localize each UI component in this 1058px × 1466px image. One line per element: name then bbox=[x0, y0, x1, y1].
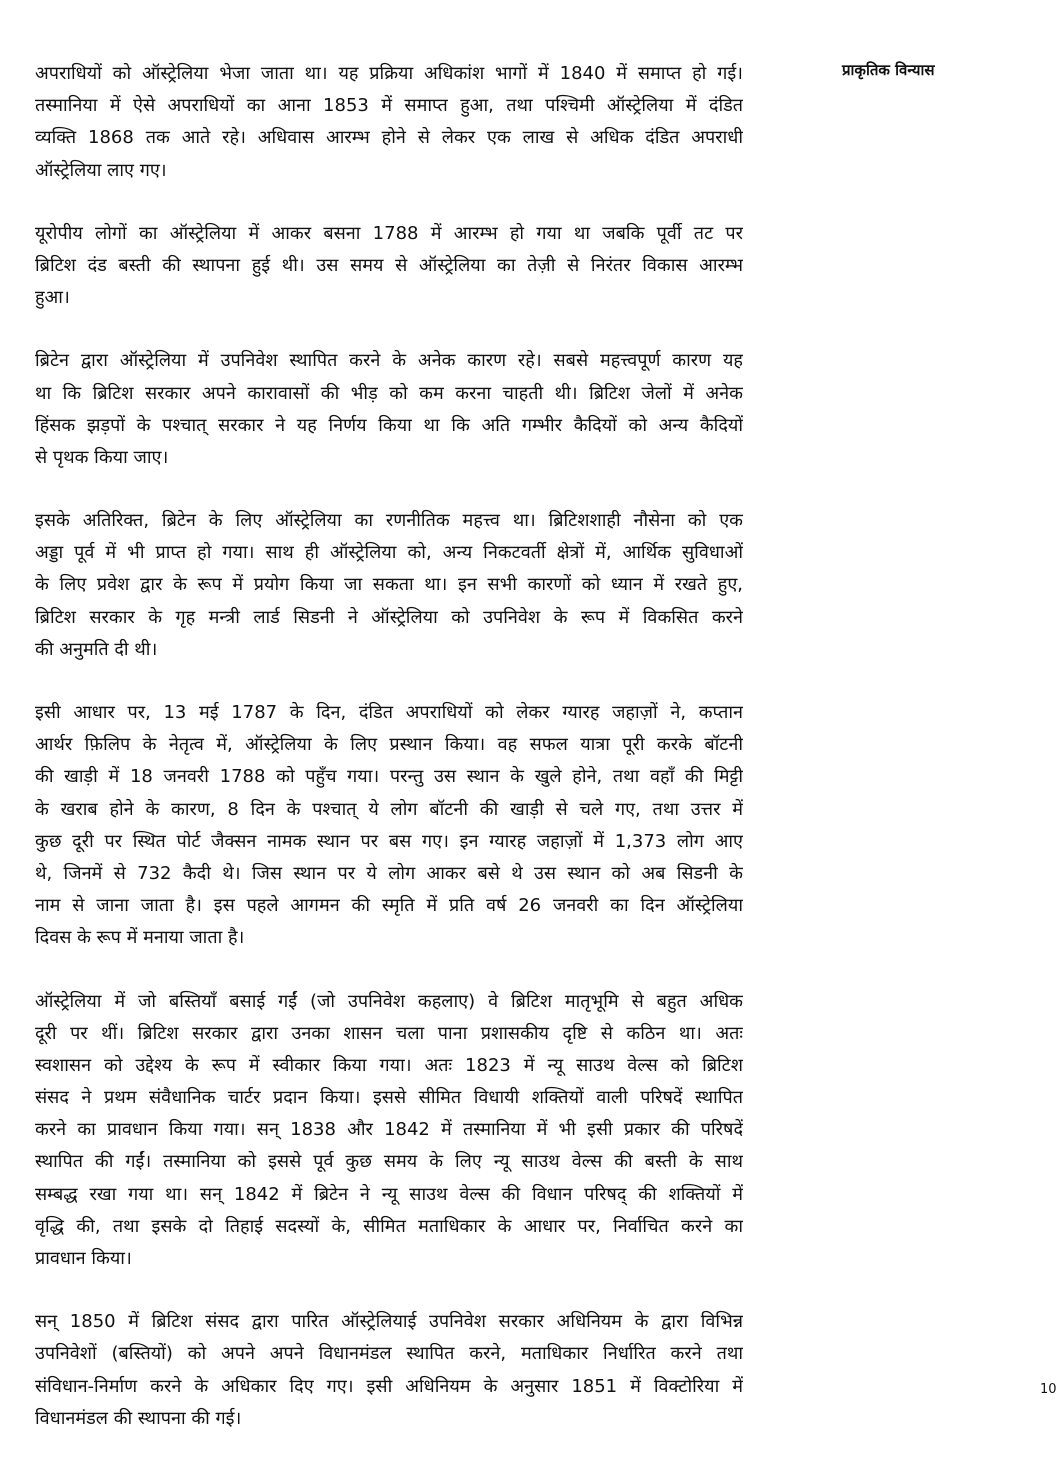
text-line: स्थापित की गईं। तस्मानिया को इससे पूर्व कुछ समय के लिए न्यू साउथ वेल्स की बस्ती के साथ bbox=[35, 1151, 743, 1173]
text-line: के खराब होने के कारण, 8 दिन के पश्चात् ये लोग बॉटनी की खाड़ी से चले गए, तथा उत्तर में bbox=[35, 798, 743, 820]
text-line: हुआ। bbox=[35, 287, 70, 309]
text-line: तस्मानिया में ऐसे अपराधियों का आना 1853 में समाप्त हुआ, तथा पश्चिमी ऑस्ट्रेलिया में दंडित bbox=[35, 95, 743, 117]
text-line: ब्रिटेन द्वारा ऑस्ट्रेलिया में उपनिवेश स्थापित करने के अनेक कारण रहे। सबसे महत्त्वपूर्ण कारण यह bbox=[35, 350, 743, 372]
text-line: यूरोपीय लोगों का ऑस्ट्रेलिया में आकर बसना 1788 में आरम्भ हो गया था जबकि पूर्वी तट पर bbox=[35, 222, 743, 244]
text-line: वृद्धि की, तथा इसके दो तिहाई सदस्यों के, सीमित मताधिकार के आधार पर, निर्वाचित करने का bbox=[35, 1215, 743, 1237]
paragraph bbox=[35, 986, 743, 1276]
text-line: के लिए प्रवेश द्वार के रूप में प्रयोग किया जा सकता था। इन सभी कारणों को ध्यान में रखते हुए, bbox=[35, 574, 743, 596]
text-line: ऑस्ट्रेलिया में जो बस्तियाँ बसाई गईं (जो उपनिवेश कहलाए) वे ब्रिटिश मातृभूमि से बहुत अधिक bbox=[35, 990, 743, 1012]
text-line: सम्बद्ध रखा गया था। सन् 1842 में ब्रिटेन ने न्यू साउथ वेल्स की विधान परिषद् की शक्तियों में bbox=[35, 1183, 743, 1205]
text-line: हिंसक झड़पों के पश्चात् सरकार ने यह निर्णय किया था कि अति गम्भीर कैदियों को अन्य कैदियों bbox=[35, 414, 743, 436]
paragraph bbox=[35, 1306, 743, 1435]
text-line: संसद ने प्रथम संवैधानिक चार्टर प्रदान किया। इससे सीमित विधायी शक्तियों वाली परिषदें स्थापित bbox=[35, 1087, 743, 1109]
paragraph bbox=[35, 218, 743, 315]
paragraph bbox=[35, 58, 743, 187]
text-line: ब्रिटिश सरकार के गृह मन्त्री लार्ड सिडनी ने ऑस्ट्रेलिया को उपनिवेश के रूप में विकसित करने bbox=[35, 606, 743, 628]
paragraph bbox=[35, 345, 743, 474]
paragraph bbox=[35, 505, 743, 666]
text-line: विधानमंडल की स्थापना की गई। bbox=[35, 1407, 242, 1429]
text-line: कुछ दूरी पर स्थित पोर्ट जैक्सन नामक स्थान पर बस गए। इन ग्यारह जहाज़ों में 1,373 लोग आए bbox=[35, 830, 743, 852]
text-line: उपनिवेशों (बस्तियों) को अपने अपने विधानमंडल स्थापित करने, मताधिकार निर्धारित करने तथा bbox=[35, 1343, 743, 1365]
text-line: इसी आधार पर, 13 मई 1787 के दिन, दंडित अपराधियों को लेकर ग्यारह जहाज़ों ने, कप्तान bbox=[35, 702, 743, 723]
paragraph bbox=[35, 697, 743, 955]
text-line: सन् 1850 में ब्रिटिश संसद द्वारा पारित ऑस्ट्रेलियाई उपनिवेश सरकार अधिनियम के द्वारा विभिन्न bbox=[35, 1311, 743, 1333]
text-line: की खाड़ी में 18 जनवरी 1788 को पहुँच गया। परन्तु उस स्थान के खुले होने, तथा वहाँ की मिट्टी bbox=[35, 766, 743, 788]
text-line: स्वशासन को उद्देश्य के रूप में स्वीकार किया गया। अतः 1823 में न्यू साउथ वेल्स को ब्रिटिश bbox=[35, 1054, 743, 1076]
text-line: व्यक्ति 1868 तक आते रहे। अधिवास आरम्भ होने से लेकर एक लाख से अधिक दंडित अपराधी bbox=[35, 127, 743, 149]
running-header: प्राकृतिक विन्यास bbox=[842, 61, 935, 79]
text-line: की अनुमति दी थी। bbox=[35, 638, 158, 660]
text-line: नाम से जाना जाता है। इस पहले आगमन की स्मृति में प्रति वर्ष 26 जनवरी का दिन ऑस्ट्रेलिया bbox=[35, 895, 743, 917]
text-line: अड्डा पूर्व में भी प्राप्त हो गया। साथ ही ऑस्ट्रेलिया को, अन्य निकटवर्ती क्षेत्रों में, आर्थिक सुविधाओं bbox=[35, 542, 743, 564]
text-line: आर्थर फ़िलिप के नेतृत्व में, ऑस्ट्रेलिया के लिए प्रस्थान किया। वह सफल यात्रा पूरी करके बॉटनी bbox=[35, 734, 743, 756]
text-line: ऑस्ट्रेलिया लाए गए। bbox=[35, 159, 167, 181]
text-line: करने का प्रावधान किया गया। सन् 1838 और 1842 में तस्मानिया में भी इसी प्रकार की परिषदें bbox=[35, 1119, 743, 1141]
text-line: अपराधियों को ऑस्ट्रेलिया भेजा जाता था। यह प्रक्रिया अधिकांश भागों में 1840 में समाप्त हो गई। bbox=[35, 63, 743, 84]
text-line: था कि ब्रिटिश सरकार अपने कारावासों की भीड़ को कम करना चाहती थी। ब्रिटिश जेलों में अनेक bbox=[35, 382, 743, 404]
text-line: प्रावधान किया। bbox=[35, 1248, 132, 1269]
text-line: ब्रिटिश दंड बस्ती की स्थापना हुई थी। उस समय से ऑस्ट्रेलिया का तेज़ी से निरंतर विकास आरम्भ bbox=[35, 254, 743, 276]
text-line: थे, जिनमें से 732 कैदी थे। जिस स्थान पर ये लोग आकर बसे थे उस स्थान को अब सिडनी के bbox=[35, 862, 743, 884]
text-line: दिवस के रूप में मनाया जाता है। bbox=[35, 927, 245, 949]
text-line: दूरी पर थीं। ब्रिटिश सरकार द्वारा उनका शासन चला पाना प्रशासकीय दृष्टि से कठिन था। अतः bbox=[35, 1022, 743, 1044]
document-body bbox=[35, 58, 743, 1466]
text-line: इसके अतिरिक्त, ब्रिटेन के लिए ऑस्ट्रेलिया का रणनीतिक महत्त्व था। ब्रिटिशशाही नौसेना को एक bbox=[35, 510, 743, 532]
text-line: संविधान-निर्माण करने के अधिकार दिए गए। इसी अधिनियम के अनुसार 1851 में विक्टोरिया में bbox=[35, 1375, 743, 1397]
page-number: 10 bbox=[1040, 1382, 1057, 1397]
text-line: से पृथक किया जाए। bbox=[35, 446, 169, 468]
